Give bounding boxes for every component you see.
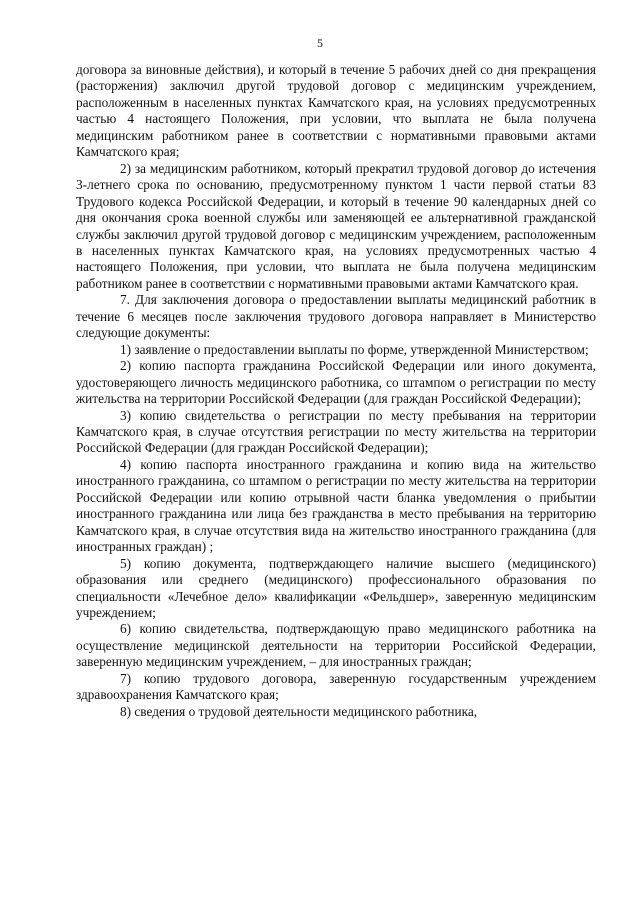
list-item-2: 2) копию паспорта гражданина Российской Федерации или иного документа, удостоверяющего личность медицинского работника, со штампом о регистрации по месту жительства на территории Российской Федерации (для граждан Российской Федерации);	[76, 358, 596, 407]
list-item-4: 4) копию паспорта иностранного гражданина и копию вида на жительство иностранного гражданина, со штампом о регистрации по месту жительства на территории Российской Федерации или копию отрывной части бланка уведомления о прибытии иностранного гражданина или лица без гражданства в место пребывания на территорию Камчатского края, в случае отсутствия вида на жительство иностранного гражданина (для иностранных граждан) ;	[76, 456, 596, 555]
list-item-7: 7) копию трудового договора, заверенную государственным учреждением здравоохранения Камчатского края;	[76, 670, 596, 703]
list-item-5: 5) копию документа, подтверждающего наличие высшего (медицинского) образования или среднего (медицинского) профессионального образования по специальности «Лечебное дело» квалификации «Фельдшер», заверенную медицинским учреждением;	[76, 555, 596, 620]
paragraph-item-2: 2) за медицинским работником, который прекратил трудовой договор до истечения 3-летнего срока по основанию, предусмотренному пунктом 1 части первой статьи 83 Трудового кодекса Российской Федерации, и который в течение 90 календарных дней со дня окончания срока военной службы или заменяющей ее альтернативной гражданской службы заключил другой трудовой договор с медицинским учреждением, расположенным в населенных пунктах Камчатского края, на условиях предусмотренных частью 4 настоящего Положения, при условии, что выплата не была получена медицинским работником ранее в соответствии с нормативными правовыми актами Камчатского края.	[76, 160, 596, 291]
paragraph-continuation: договора за виновные действия), и который в течение 5 рабочих дней со дня прекращения (расторжения) заключил другой трудовой договор с медицинским учреждением, расположенным в населенных пунктах Камчатского края, на условиях предусмотренных частью 4 настоящего Положения, при условии, что выплата не была получена медицинским работником ранее в соответствии с нормативными правовыми актами Камчатского края;	[76, 62, 596, 160]
document-body	[76, 62, 596, 720]
list-item-3: 3) копию свидетельства о регистрации по месту пребывания на территории Камчатского края, в случае отсутствия регистрации по месту жительства на территории Российской Федерации (для граждан Российской Федерации);	[76, 407, 596, 456]
paragraph-section-7: 7. Для заключения договора о предоставлении выплаты медицинский работник в течение 6 месяцев после заключения трудового договора направляет в Министерство следующие документы:	[76, 292, 596, 341]
page-number: 5	[317, 36, 323, 50]
list-item-8: 8) сведения о трудовой деятельности медицинского работника,	[120, 703, 478, 719]
list-item-1: 1) заявление о предоставлении выплаты по форме, утвержденной Министерством;	[120, 341, 589, 357]
list-item-6: 6) копию свидетельства, подтверждающую право медицинского работника на осуществление медицинской деятельности на территории Российской Федерации, заверенную медицинским учреждением, – для иностранных граждан;	[76, 621, 596, 670]
